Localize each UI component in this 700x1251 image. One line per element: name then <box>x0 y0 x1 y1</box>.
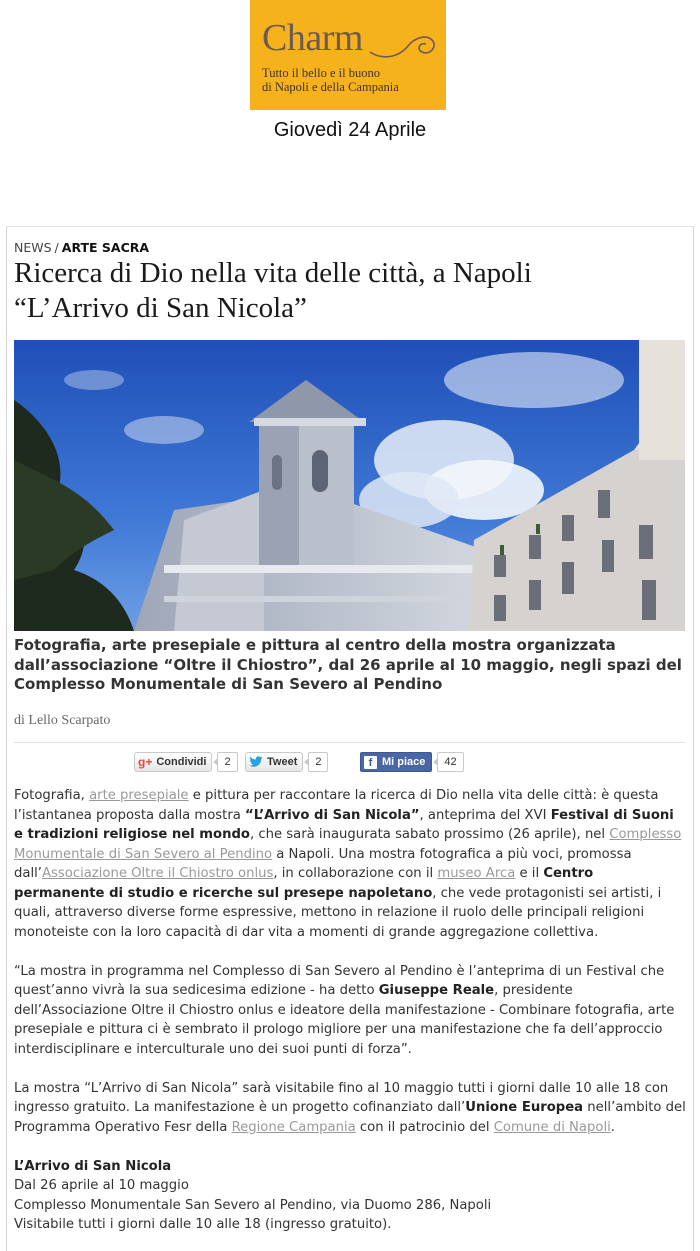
breadcrumb-news[interactable]: NEWS <box>14 240 52 255</box>
breadcrumb <box>14 240 149 255</box>
link-associazione-oltre-il-chiostro[interactable]: Associazione Oltre il Chiostro onlus <box>41 866 274 881</box>
event-hours: Visitabile tutti i giorni dalle 10 alle 18 (ingresso gratuito). <box>14 1217 392 1232</box>
link-comune-di-napoli[interactable]: Comune di Napoli <box>493 1119 611 1135</box>
article-lead: Fotografia, arte presepiale e pittura al centro della mostra organizzata dall’associazione “Oltre il Chiostro”, dal 26 aprile al 10 maggio, negli spazi del Complesso Monumentale di San Severo al Pendino <box>14 636 682 693</box>
gplus-count: 2 <box>217 752 237 772</box>
link-museo-arca[interactable]: museo Arca <box>437 866 516 881</box>
gplus-share-button[interactable]: g+ Condividi <box>134 752 212 772</box>
facebook-icon: f <box>364 756 377 769</box>
link-regione-campania[interactable]: Regione Campania <box>231 1119 356 1135</box>
google-plus-icon: g+ <box>138 755 153 769</box>
event-title: L’Arrivo di San Nicola <box>14 1158 172 1174</box>
logo-tagline: Tutto il bello e il buono di Napoli e della Campania <box>262 66 399 94</box>
paragraph-1: Fotografia, arte presepiale e pittura per raccontare la ricerca di Dio nella vita delle città: è questa l’istantanea proposta dalla mostra “L’Arrivo di San Nicola”, anteprima del XVI Festival di Suoni e tradizioni religiose nel mondo, che sarà inaugurata sabato prossimo (26 aprile), nel Complesso Monumentale di San Severo al Pendino a Napoli. Una mostra fotografica a più voci, promossa dall’Associazione Oltre il Chiostro onlus, in collaborazione con il museo Arca e il Centro permanente di studio e ricerche sul presepe napoletano, che vede protagonisti sei artisti, i quali, attraverso diverse forme espressive, mettono in relazione il ruolo delle principali religioni monoteiste con la loro capacità di dar vita a momenti di grande aggregazione collettiva. <box>14 788 682 940</box>
event-dates: Dal 26 aprile al 10 maggio <box>14 1178 189 1193</box>
logo-swirl <box>368 30 440 64</box>
article-title: Ricerca di Dio nella vita delle città, a Napoli “L’Arrivo di San Nicola” <box>14 257 532 324</box>
event-venue: Complesso Monumentale San Severo al Pendino, via Duomo 286, Napoli <box>14 1197 492 1213</box>
like-count: 42 <box>437 752 463 772</box>
church-photo-illustration <box>14 340 685 631</box>
event-info <box>14 1157 686 1235</box>
breadcrumb-separator: / <box>54 240 59 255</box>
paragraph-2: “La mostra in programma nel Complesso di San Severo al Pendino è l’anteprima di un Festival che quest’anno vivrà la sua sedicesima edizione - ha detto Giuseppe Reale, presidente dell’Associazione Oltre il Chiostro onlus e ideatore della manifestazione - Combinare fotografia, arte presepiale e pittura ci è sembrato il prologo migliore per una manifestazione che fa dell’approccio interdisciplinare e interculturale uno dei suoi punti di forza”. <box>14 963 675 1057</box>
twitter-bird-icon <box>249 756 263 768</box>
tweet-count: 2 <box>308 752 328 772</box>
facebook-like-button[interactable]: f Mi piace <box>360 752 432 772</box>
article-author: di Lello Scarpato <box>14 713 111 728</box>
link-arte-presepiale[interactable]: arte presepiale <box>89 788 189 803</box>
article-photo <box>14 340 685 631</box>
article-body <box>14 786 686 1235</box>
gplus-share <box>134 752 238 772</box>
logo-wordmark: Charm <box>262 17 363 59</box>
issue-date: Giovedì 24 Aprile <box>273 119 427 141</box>
facebook-like <box>360 752 464 772</box>
twitter-share <box>245 752 328 772</box>
divider <box>14 742 685 743</box>
charm-logo[interactable] <box>250 0 446 110</box>
link-complesso-monumentale[interactable]: Complesso Monumentale di San Severo al Pendino <box>14 827 682 862</box>
breadcrumb-category[interactable]: ARTE SACRA <box>61 240 150 255</box>
paragraph-3: La mostra “L’Arrivo di San Nicola” sarà visitabile fino al 10 maggio tutti i giorni dalle 10 alle 18 con ingresso gratuito. La manifestazione è un progetto cofinanziato dall’Unione Europea nell’ambito del Programma Operativo Fesr della Regione Campania con il patrocinio del Comune di Napoli. <box>14 1080 686 1135</box>
tweet-button[interactable]: Tweet <box>245 752 303 772</box>
